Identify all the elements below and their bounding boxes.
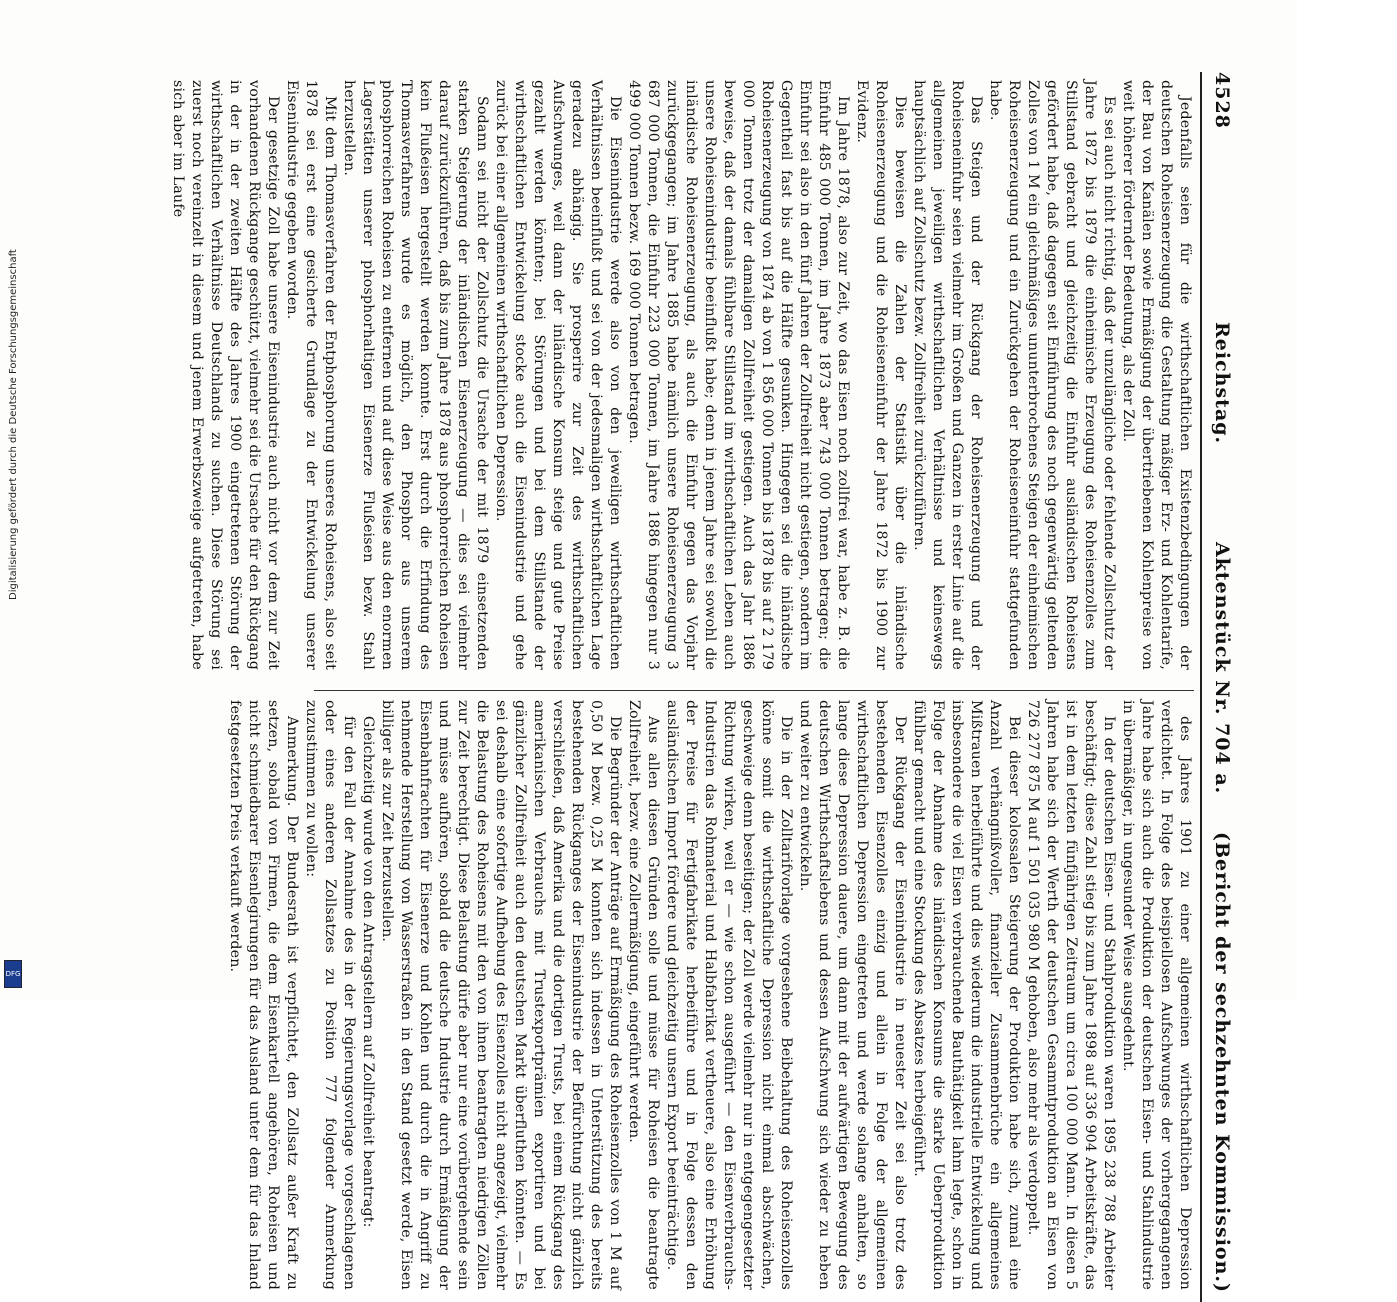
dfg-logo: DFG xyxy=(4,960,22,988)
paragraph: Die in der Zolltarifvorlage vorgesehene Beibehaltung des Roheisenzolles könne somit die wirthschaftliche Depression nicht einmal abschwächen, geschweige denn beseitigen; der Zoll werde vielmehr nur in entgegengesetzter Richtung wirken, weil er — wie schon ausgeführt — den Eisenverbrauchs-Industrien das Rohmaterial und Halbfabrikat vertheuere, also eine Erhöhung der Preise für Fertigfabrikate herbeiführe und in Folge dessen den ausländischen Import fördere und gleichzeitig unsern Export beeinträchtige. xyxy=(664,700,794,1290)
paragraph: Die Begründer der Anträge auf Ermäßigung des Roheisenzolles von 1 M auf 0,50 M bezw. 0,25 M konnten sich indessen in Unterstützung des bereits bestehenden Rückganges der Eisenindustrie der Befürchtung nicht gänzlich verschließen, daß Amerika und die dortigen Trusts, bei einem Rückgang des amerikanischen Verbrauchs mit Trustexportprämien exportiren und bei gänzlicher Zollfreiheit auch den deutschen Markt überfluthen könnten. — Es sei deshalb eine sofortige Aufhebung des Eisenzolles nicht angezeigt, vielmehr die Belastung des Roheisens mit den von ihnen beantragten niedrigen Zöllen zur Zeit berechtigt. Diese Belastung dürfe aber nur eine vorübergehende sein und müsse aufhören, sobald die deutsche Industrie durch Ermäßigung der Eisenbahnfrachten für Eisenerze und Kohlen und durch die in Angriff zu nehmende Herstellung von Wasserstraßen in den Stand gesetzt werde, Eisen billiger als zur Zeit herzustellen. xyxy=(379,700,623,1290)
column-divider xyxy=(314,690,1194,691)
paragraph: Die Eisenindustrie werde also von den jeweiligen wirthschaftlichen Verhältnissen beeinflußt und sei von der jedesmaligen wirthschaftlichen Lage geradezu abhängig. Sie prosperire zur Zeit des wirthschaftlichen Aufschwunges, weil dann der inländische Konsum steige und gute Preise gezahlt werden könnten; bei Störungen und bei dem Stillstande der wirthschaftlichen Entwickelung stocke auch die Eisenindustrie und gehe zurück bei einer allgemeinen wirthschaftlichen Depression. xyxy=(493,80,623,670)
page-number: 4528 xyxy=(1211,72,1233,129)
paragraph: Jedenfalls seien für die wirthschaftlichen Existenzbedingungen der deutschen Roheisenerzeugung die Gestaltung mäßiger Erz- und Kohlentarife, der Bau von Kanälen sowie Ermäßigung der übertriebenen Kohlenpreise von weit höherer fördernder Bedeutung, als der Zoll. xyxy=(1120,80,1193,670)
paragraph: Sodann sei nicht der Zollschutz die Ursache der mit 1879 einsetzenden starken Steigerung der inländischen Eisenerzeugung — dies sei vielmehr darauf zurückzuführen, daß bis zum Jahre 1878 aus phosphorreichen Roheisen kein Flußeisen hergestellt werden konnte. Erst durch die Erfindung des Thomasverfahrens wurde es möglich, den Phosphor aus unserem phosphorreichen Roheisen zu entfernen und auf diese Weise aus den enormen Lagerstätten unserer phosphorhaltigen Eisenerze Flußeisen bezw. Stahl herzustellen. xyxy=(341,80,490,670)
paragraph: In der deutschen Eisen- und Stahlproduktion waren 1895 238 788 Arbeiter beschäftigt; diese Zahl stieg bis zum Jahre 1898 auf 336 904 Arbeitskräfte, das ist in dem letzten fünfjährigen Zeitraum um circa 100 000 Mann. In diesen 5 Jahren habe sich der Werth der deutschen Gesammtproduktion an Eisen von 726 277 875 M auf 1 501 035 980 M gehoben, also mehr als verdoppelt. xyxy=(1025,700,1117,1290)
paragraph: Im Jahre 1878, also zur Zeit, wo das Eisen noch zollfrei war, habe z. B. die Einfuhr 485 000 Tonnen, im Jahre 1873 aber 743 000 Tonnen betragen; die Einfuhr sei also in den fünf Jahren der Zollfreiheit nicht gestiegen, sondern im Gegentheil fast bis auf die Hälfte gesunken. Hingegen sei die inländische Roheisenerzeugung von 1874 ab von 1 856 000 Tonnen bis 1878 bis auf 2 179 000 Tonnen trotz der damaligen Zollfreiheit gestiegen. Auch das Jahr 1886 beweise, daß der damals fühlbare Stillstand im wirthschaftlichen Leben auch unsere Roheisenindustrie beeinflußt habe; denn in jenem Jahre sei sowohl die inländische Roheisenerzeugung, als auch die Einfuhr gegen das Vorjahr zurückgegangen; im Jahre 1885 habe nämlich unsere Roheisenerzeugung 3 687 000 Tonnen, die Einfuhr 223 000 Tonnen, im Jahre 1886 hingegen nur 3 499 000 Tonnen bezw. 169 000 Tonnen betragen. xyxy=(626,80,851,670)
paragraph: Das Steigen und der Rückgang der Roheisenerzeugung und der Roheiseneinfuhr seien vielmehr im Großen und Ganzen in erster Linie auf die allgemeinen jeweiligen wirthschaftlichen Verhältnisse und keineswegs hauptsächlich auf Zollschutz bezw. Zollfreiheit zurückzuführen. xyxy=(911,80,984,670)
paragraph: Dies beweisen die Zahlen der Statistik über die inländische Roheisenerzeugung und die Roheiseneinfuhr der Jahre 1872 bis 1900 zur Evidenz. xyxy=(854,80,908,670)
paragraph: Es sei auch nicht richtig, daß der unzulängliche oder fehlende Zollschutz der Jahre 1872 bis 1879 die einheimische Erzeugung des Roheisenzolles zum Stillstand gebracht und gleichzeitig die Einfuhr ausländischen Roheisens gefördert habe, daß dagegen seit Einführung des noch gegenwärtig geltenden Zolles von 1 M ein gleichmäßiges ununterbrochenes Steigen der einheimischen Roheisenerzeugung und ein Zurückgehen der Roheiseneinfuhr stattgefunden habe. xyxy=(987,80,1117,670)
paragraph: Der gesetzige Zoll habe unsere Eisenindustrie auch nicht vor dem zur Zeit vorhandenen Rückgange geschützt, vielmehr sei die Ursache für den Rückgang in der in der zweiten Hälfte des Jahres 1900 eingetretenen Störung der wirthschaftlichen Verhältnisse Deutschlands zu suchen. Diese Störung sei zuerst noch vereinzelt in diesem und jenem Erwerbszweige aufgetreten, habe sich aber im Laufe xyxy=(170,80,281,670)
left-column xyxy=(170,80,1194,670)
report-title: (Bericht der sechzehnten Kommission.) xyxy=(1211,832,1233,1294)
source-title: Reichstag. xyxy=(1211,322,1233,445)
digitization-watermark: Digitalisierung gefördert durch die Deutsche Forschungsgemeinschaft xyxy=(8,249,19,600)
page-header xyxy=(1205,72,1239,1292)
paragraph: Bei dieser kolossalen Steigerung der Produktion habe sich, zumal eine Anzahl verhängnißvoller, finanzieller Zusammenbrüche ein allgemeines Mißtrauen herbeiführte und dies wiederum die industrielle Entwickelung und insbesondere die viel Eisen verbrauchende Bauthätigkeit lahm legte, schon in Folge der Abnahme des inländischen Konsums die starke Ueberproduktion fühlbar gemacht und eine Stockung des Absatzes herbeigeführt. xyxy=(911,700,1022,1290)
document-number: Aktenstück Nr. 704 a. xyxy=(1211,542,1233,795)
paragraph: des Jahres 1901 zu einer allgemeinen wirthschaftlichen Depression verdichtet. In Folge des beispiellosen Aufschwunges der vorhergegangenen Jahre habe sich auch die Produktion der deutschen Eisen- und Stahlindustrie in übermäßiger, in ungesunder Weise ausgedehnt. xyxy=(1120,700,1193,1290)
header-rule xyxy=(1200,72,1202,1302)
paragraph: Anmerkung. Der Bundesrath ist verpflichtet, den Zollsatz außer Kraft zu setzen, sobald von Firmen, die dem Eisenkartell angehören, Roheisen und nicht schmiedbarer Eisenlegirungen für das Ausland unter dem für das Inland festgesetzten Preis verkauft werden. xyxy=(227,700,300,1290)
right-column xyxy=(227,700,1194,1290)
paragraph: Mit dem Thomasverfahren der Entphosphorung unseres Roheisens, also seit 1878 sei erst eine gesicherte Grundlage zu der Entwickelung unserer Eisenindustrie gegeben worden. xyxy=(284,80,338,670)
paragraph: Gleichzeitig wurde von den Antragstellern auf Zollfreiheit beantragt: xyxy=(360,716,376,1228)
paragraph: für den Fall der Annahme des in der Regierungsvorlage vorgeschlagenen oder eines anderen Zollsatzes zu Position 777 folgender Anmerkung zuzustimmen zu wollen: xyxy=(303,700,357,1290)
paragraph: Aus allen diesen Gründen solle und müsse für Roheisen die beantragte Zollfreiheit, bezw. eine Zollermäßigung, eingeführt werden. xyxy=(626,700,661,1290)
paragraph: Der Rückgang der Eisenindustrie in neuester Zeit sei also trotz des bestehenden Eisenzolles einzig und allein in Folge der allgemeinen wirthschaftlichen Depression eingetreten und werde solange anhalten, so lange diese Depression dauere, um dann mit der aufwärtigen Bewegung des deutschen Wirthschaftslebens und dessen Aufschwung sich wieder zu heben und weiter zu entwickeln. xyxy=(797,700,908,1290)
